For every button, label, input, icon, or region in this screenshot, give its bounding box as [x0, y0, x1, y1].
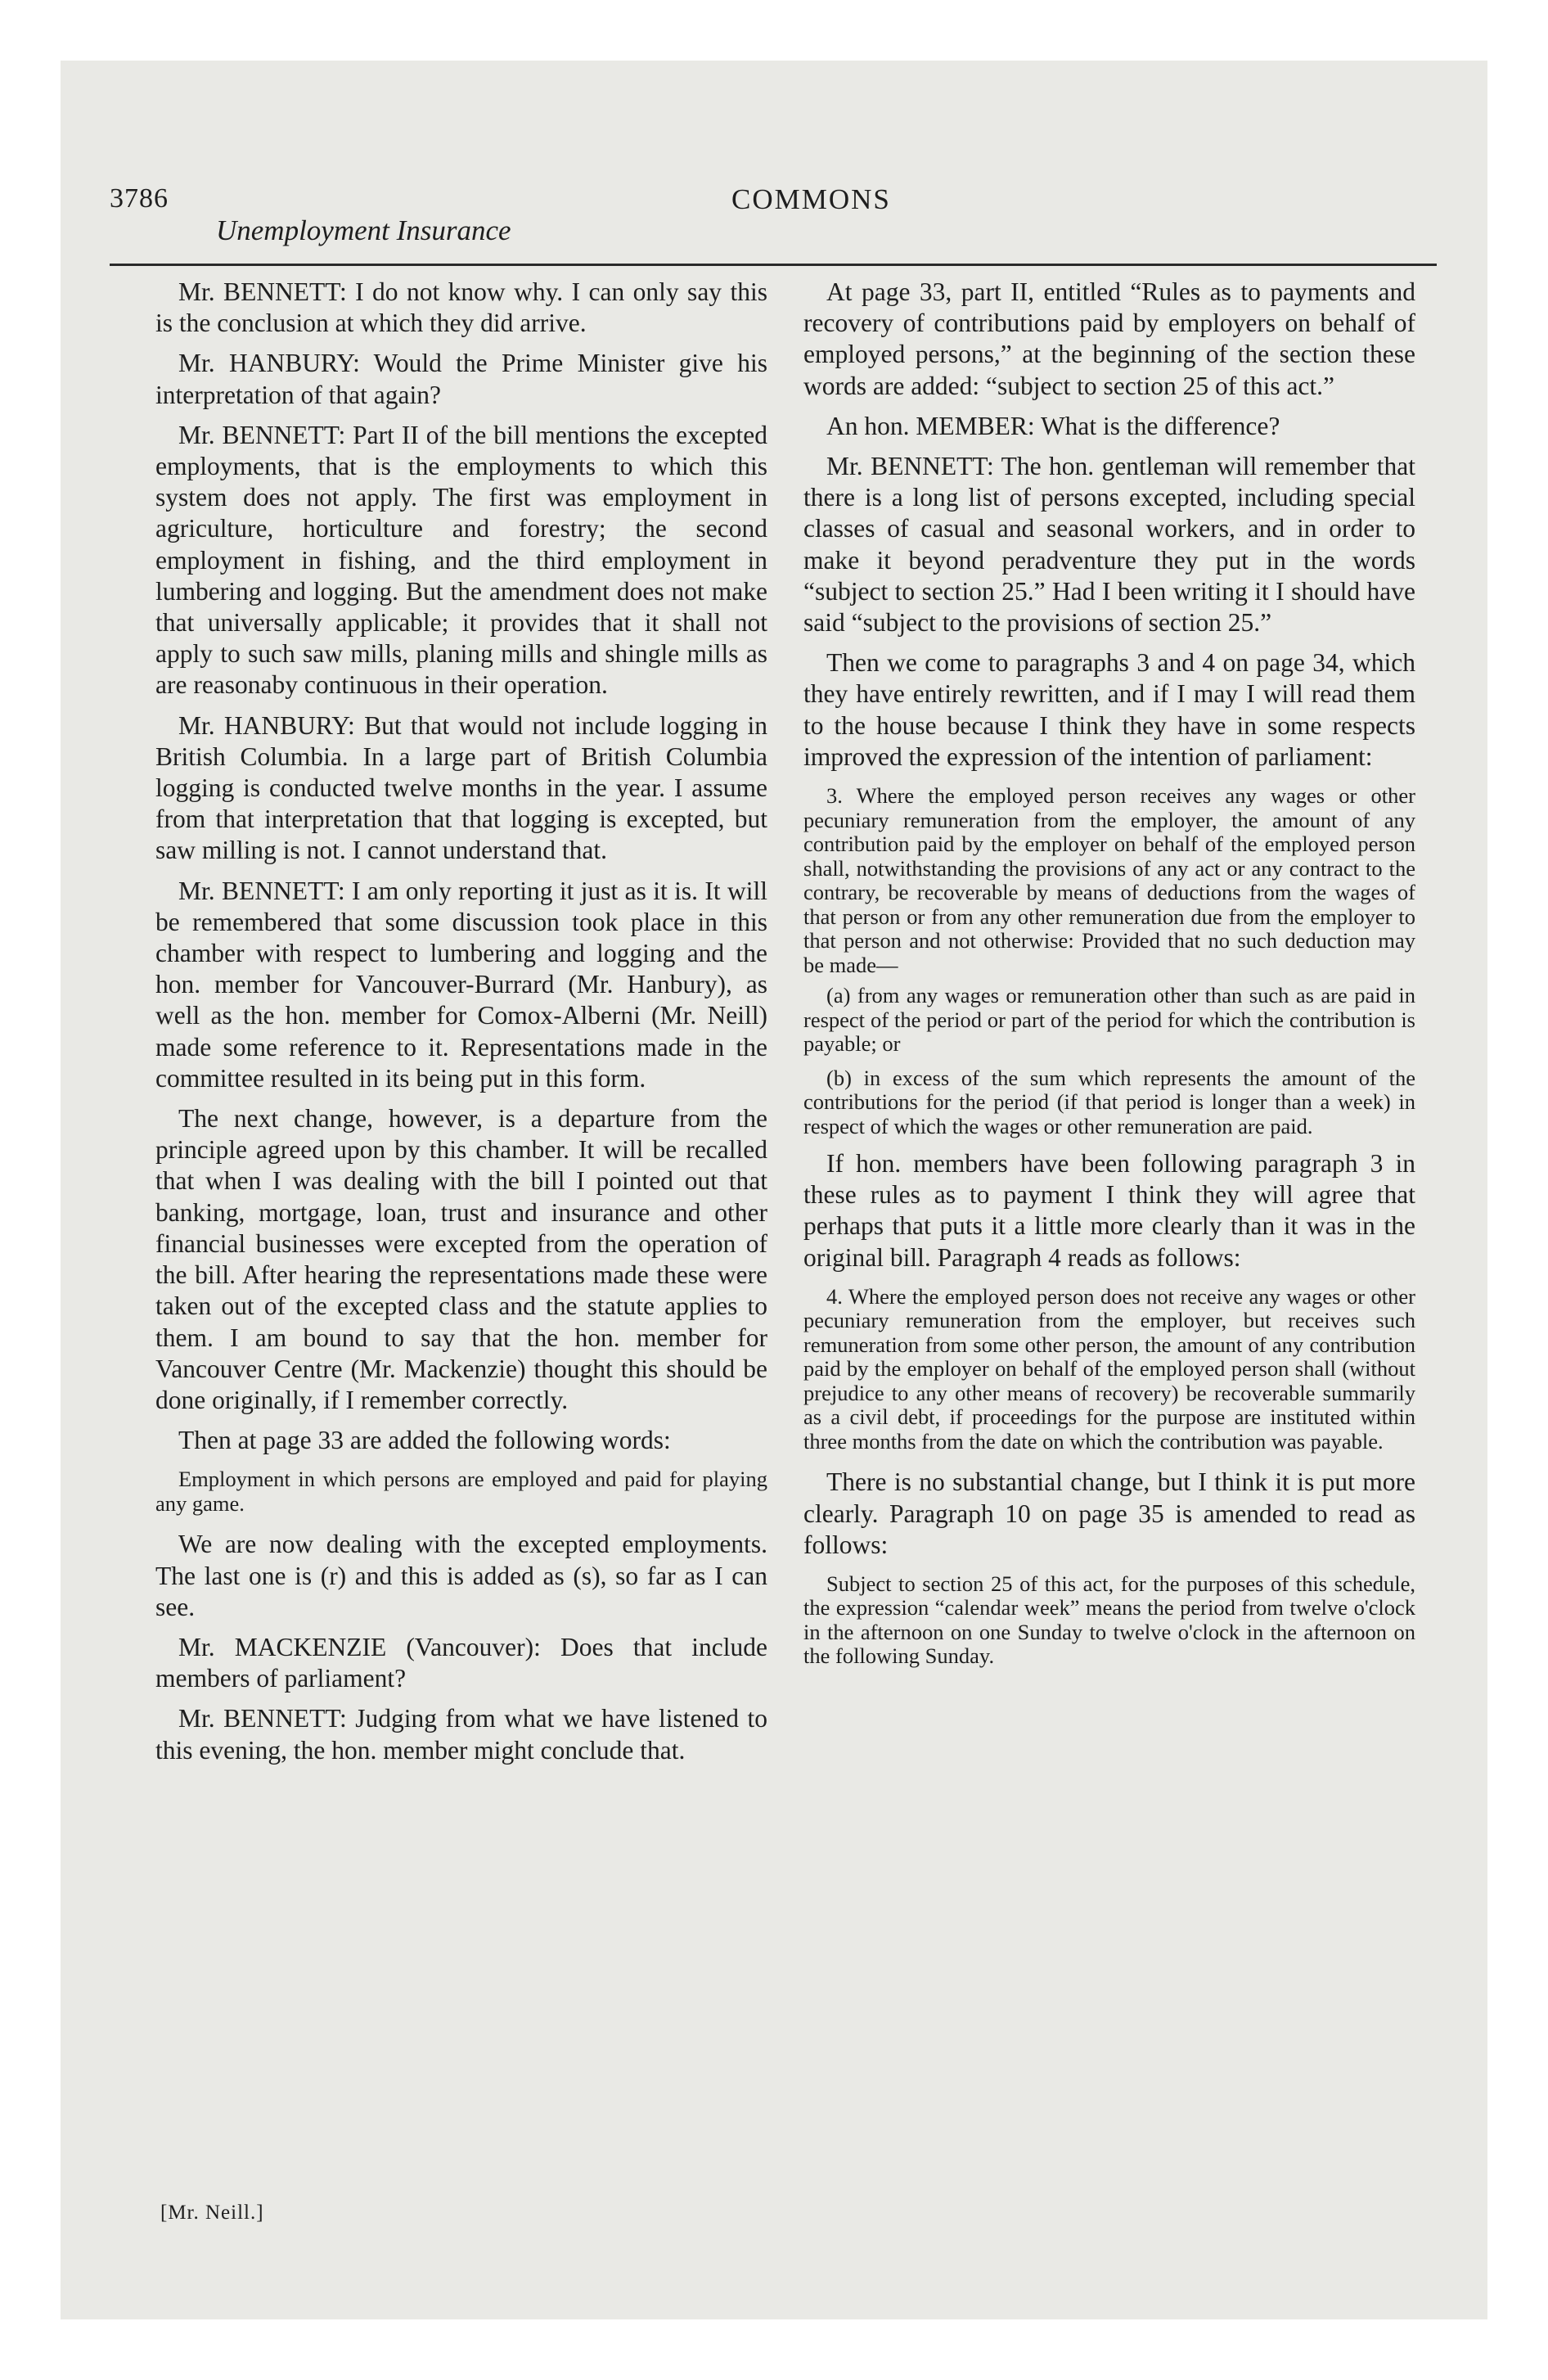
- header-rule: [110, 264, 1437, 266]
- section-title: Unemployment Insurance: [216, 214, 511, 246]
- paragraph: At page 33, part II, entitled “Rules as to payments and recovery of contributions paid by employers on behalf of employed persons,” at the beginning of the section these words are added: “subject to section 25 of this act.”: [803, 277, 1415, 400]
- paragraph: There is no substantial change, but I think it is put more clearly. Paragraph 10 on page 35 is amended to read as follows:: [803, 1467, 1415, 1559]
- paragraph: Then at page 33 are added the following words:: [178, 1426, 671, 1455]
- paragraph: An hon. MEMBER: What is the difference?: [826, 411, 1280, 440]
- footer-speaker-note: [Mr. Neill.]: [160, 2202, 264, 2224]
- quoted-subclause: (b) in excess of the sum which represents the amount of the contributions for the period (if that period is longer than a week) in respect of which the wages or other remuneration are paid.: [803, 1065, 1415, 1138]
- paragraph: The next change, however, is a departure from the principle agreed upon by this chamber. It will be recalled that when I was dealing with the bill I pointed out that banking, mortgage, loan, trust and insurance and other financial businesses were excepted from the operation of the bill. After hearing the representations made these were taken out of the excepted class and the statute applies to them. I am bound to say that the hon. member for Vancouver Centre (Mr. Mackenzie) thought this should be done originally, if I remember correctly.: [155, 1104, 767, 1414]
- quoted-text: 3. Where the employed person receives any wages or other pecuniary remuneration from the employer, the amount of any contribution paid by the employer on behalf of the employed person shall, notwithstanding the provisions of any act or any contract to the contrary, be recoverable by means of deductions from the wages of that person or from any other remuneration due from the employer to that person and not otherwise: Provided that no such deduction may be made—: [803, 783, 1415, 977]
- paragraph: Mr. BENNETT: I am only reporting it just as it is. It will be remembered that some discussion took place in this chamber with respect to lumbering and logging and the hon. member for Vancouver-Burrard (Mr. Hanbury), as well as the hon. member for Comox-Alberni (Mr. Neill) made some reference to it. Representations made in the committee resulted in its being put in this form.: [155, 876, 767, 1093]
- paragraph: Mr. BENNETT: The hon. gentleman will remember that there is a long list of persons excepted, including special classes of casual and seasonal workers, and in order to make it beyond peradventure they put in the words “subject to section 25.” Had I been writing it I should have said “subject to the provisions of section 25.”: [803, 452, 1415, 638]
- journal-title: COMMONS: [731, 183, 891, 215]
- paragraph: Mr. BENNETT: Judging from what we have listened to this evening, the hon. member might conclude that.: [155, 1704, 767, 1765]
- page-header: [110, 183, 1437, 273]
- quoted-subclause: (a) from any wages or remuneration other than such as are paid in respect of the period or part of the period for which the contribution is payable; or: [803, 983, 1415, 1057]
- page-number: 3786: [110, 183, 169, 214]
- paragraph: Then we come to paragraphs 3 and 4 on page 34, which they have entirely rewritten, and if I may I will read them to the house because I think they have in some respects improved the expression of the intention of parliament:: [803, 648, 1415, 771]
- quoted-text: Employment in which persons are employed and paid for playing any game.: [155, 1467, 767, 1516]
- paragraph: We are now dealing with the excepted employments. The last one is (r) and this is added as (s), so far as I can see.: [155, 1530, 767, 1621]
- paragraph: If hon. members have been following paragraph 3 in these rules as to payment I think they will agree that perhaps that puts it a little more clearly than it was in the original bill. Paragraph 4 reads as follows:: [803, 1149, 1415, 1272]
- paragraph: Mr. BENNETT: I do not know why. I can only say this is the conclusion at which they did arrive.: [155, 277, 767, 338]
- right-column: [803, 277, 1415, 1682]
- quoted-text: 4. Where the employed person does not receive any wages or other pecuniary remuneration from the employer, but receives such remuneration from some other person, the amount of any contribution paid by the employer on behalf of the employed person shall (without prejudice to any other means of recovery) be recoverable summarily as a civil debt, if proceedings for the purpose are instituted within three months from the date on which the contribution was payable.: [803, 1283, 1415, 1454]
- quoted-text: Subject to section 25 of this act, for the purposes of this schedule, the expression “calendar week” means the period from twelve o'clock in the afternoon on one Sunday to twelve o'clock in the afternoon on the following Sunday.: [803, 1571, 1415, 1669]
- paragraph: Mr. BENNETT: Part II of the bill mentions the excepted employments, that is the employments to which this system does not apply. The first was employment in agriculture, horticulture and forestry; the second employment in fishing, and the third employment in lumbering and logging. But the amendment does not make that universally applicable; it provides that it shall not apply to such saw mills, planing mills and shingle mills as are reasonaby continuous in their operation.: [155, 420, 767, 700]
- paragraph: Mr. MACKENZIE (Vancouver): Does that include members of parliament?: [155, 1632, 767, 1693]
- paragraph: Mr. HANBURY: But that would not include logging in British Columbia. In a large part of British Columbia logging is conducted twelve months in the year. I assume from that interpretation that that logging is excepted, but saw milling is not. I cannot understand that.: [155, 710, 767, 865]
- left-column: [155, 277, 767, 1775]
- paragraph: Mr. HANBURY: Would the Prime Minister give his interpretation of that again?: [155, 349, 767, 409]
